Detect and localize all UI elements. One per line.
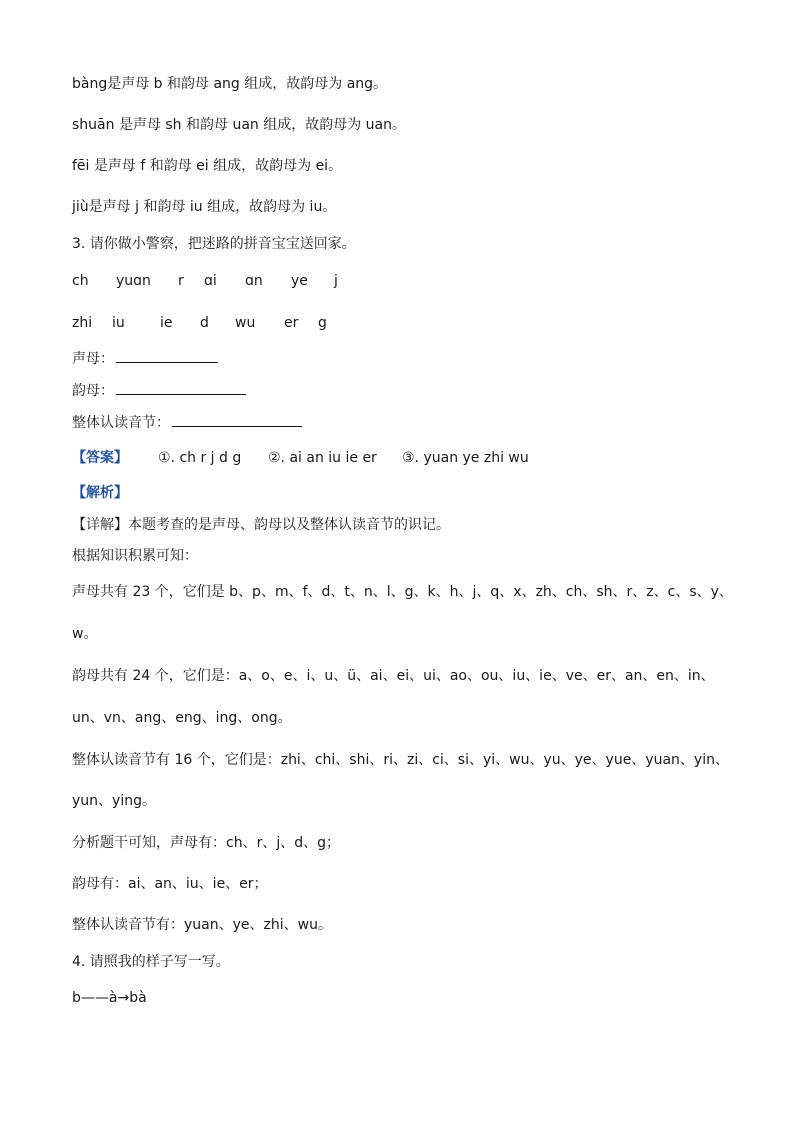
answer-item-2: ②. ai an iu ie er	[268, 450, 377, 466]
answer-row	[72, 448, 532, 468]
blank-label: 声母：	[72, 351, 114, 367]
answer-item-1: ①. ch r j d g	[158, 450, 242, 466]
pinyin-item: d	[200, 315, 209, 331]
zhengti-list-2: yun、ying。	[72, 793, 156, 809]
pinyin-item: g	[318, 315, 327, 331]
pinyin-item: zhi	[72, 315, 93, 331]
pinyin-item: wu	[235, 315, 256, 331]
analysis-basis: 根据知识积累可知：	[72, 548, 198, 564]
line-fei: fēi 是声母 f 和韵母 ei 组成，故韵母为 ei。	[72, 158, 343, 174]
fenxi-yunmu: 韵母有：ai、an、iu、ie、er；	[72, 876, 268, 892]
answer-item-3: ③. yuan ye zhi wu	[402, 450, 529, 466]
pinyin-row-2	[72, 313, 472, 333]
blank-label: 韵母：	[72, 383, 114, 399]
yunmu-list-1: 韵母共有 24 个，它们是：a、o、e、i、u、ü、ai、ei、ui、ao、ou、iu、ie、ve、er、an、en、in、	[72, 668, 715, 684]
analysis-label: 【解析】	[72, 485, 128, 501]
pinyin-item: ie	[160, 315, 173, 331]
blank-underline	[116, 380, 246, 395]
zhengti-list-1: 整体认读音节有 16 个，它们是：zhi、chi、shi、ri、zi、ci、si、yi、wu、yu、ye、yue、yuan、yin、	[72, 752, 729, 768]
pinyin-item: j	[334, 273, 338, 289]
line-bang: bàng是声母 b 和韵母 ang 组成，故韵母为 ang。	[72, 76, 388, 92]
pinyin-item: ye	[291, 273, 308, 289]
question-4-example: b——à→bà	[72, 990, 147, 1006]
question-4-title: 4. 请照我的样子写一写。	[72, 954, 230, 970]
answer-label: 【答案】	[72, 450, 128, 466]
blank-zhengti	[72, 412, 302, 433]
pinyin-item: ɑi	[204, 273, 217, 289]
question-3-title: 3. 请你做小警察，把迷路的拼音宝宝送回家。	[72, 236, 356, 252]
pinyin-item: ch	[72, 273, 89, 289]
blank-shengmu	[72, 348, 218, 369]
pinyin-item: iu	[112, 315, 125, 331]
fenxi-shengmu: 分析题干可知，声母有：ch、r、j、d、g；	[72, 835, 340, 851]
shengmu-list-2: w。	[72, 626, 98, 642]
line-jiu: jiù是声母 j 和韵母 iu 组成，故韵母为 iu。	[72, 199, 337, 215]
pinyin-item: yuɑn	[116, 273, 151, 289]
blank-underline	[116, 348, 218, 363]
fenxi-zhengti: 整体认读音节有：yuan、ye、zhi、wu。	[72, 917, 332, 933]
yunmu-list-2: un、vn、ang、eng、ing、ong。	[72, 710, 292, 726]
pinyin-item: ɑn	[245, 273, 263, 289]
blank-yunmu	[72, 380, 246, 401]
pinyin-item: er	[284, 315, 299, 331]
blank-label: 整体认读音节：	[72, 415, 170, 431]
analysis-detail: 【详解】本题考查的是声母、韵母以及整体认读音节的识记。	[72, 517, 450, 533]
line-shuan: shuān 是声母 sh 和韵母 uan 组成，故韵母为 uan。	[72, 117, 407, 133]
pinyin-item: r	[178, 273, 184, 289]
shengmu-list-1: 声母共有 23 个，它们是 b、p、m、f、d、t、n、l、g、k、h、j、q、x、zh、ch、sh、r、z、c、s、y、	[72, 584, 733, 600]
blank-underline	[172, 412, 302, 427]
pinyin-row-1	[72, 271, 472, 291]
